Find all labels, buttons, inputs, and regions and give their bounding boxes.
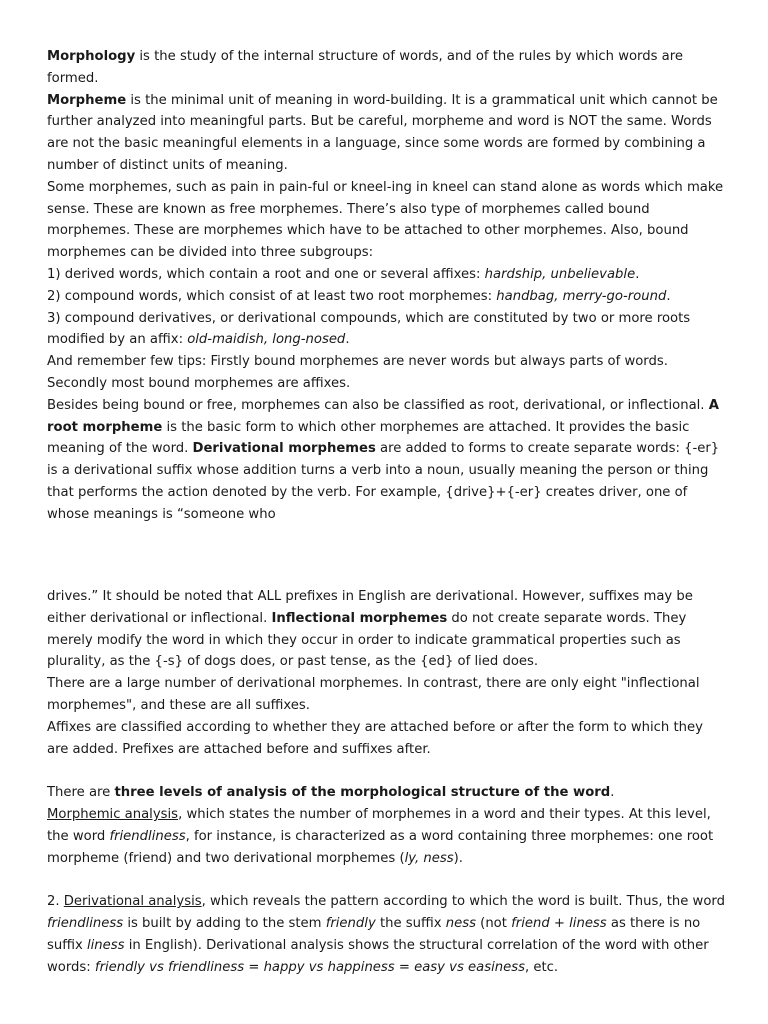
example-text: old-maidish, long-nosed bbox=[187, 332, 346, 348]
example-text: ness bbox=[445, 915, 476, 931]
paragraph-root-derivational bbox=[47, 395, 727, 526]
text-span: 3) compound derivatives, or derivational compounds, which are constituted by two or more roots modified by an affix: bbox=[47, 310, 691, 348]
spacer bbox=[47, 869, 727, 891]
text-span: is the minimal unit of meaning in word-building. It is a grammatical unit which cannot be further analyzed into meaningful parts. But be careful, morpheme and word is NOT the same. Words are not the basic meaningful elements in a language, since some words are formed by combining a number of distinct units of meaning. bbox=[47, 92, 718, 173]
text-span: , which states the number of morphemes in a word and their types. At this level, the word bbox=[47, 806, 711, 844]
paragraph-levels bbox=[47, 782, 727, 804]
text-span: , etc. bbox=[524, 959, 559, 975]
paragraph-inflectional bbox=[47, 586, 727, 673]
term-morphemic-analysis: Morphemic analysis bbox=[47, 806, 179, 822]
text-span: (not bbox=[475, 915, 512, 931]
example-text: friendly vs friendliness = happy vs happiness = easy vs easiness bbox=[94, 959, 525, 975]
text-span: . bbox=[610, 785, 615, 801]
spacer bbox=[47, 760, 727, 782]
text-span: 2) compound words, which consist of at least two root morphemes: bbox=[47, 288, 497, 304]
text-span: are added to forms to create separate words: {-er} is a derivational suffix whose addition turns a verb into a noun, usually meaning the person or thing that performs the action denoted by the verb. For example, {drive}+{-er} creates driver, one of whose meanings is “someone who bbox=[47, 441, 720, 522]
term-morphology: Morphology bbox=[47, 49, 136, 64]
paragraph-count: There are a large number of derivational morphemes. In contrast, there are only eight "inflectional morphemes", and these are all suffixes. bbox=[47, 676, 700, 713]
text-span: . bbox=[666, 288, 671, 304]
paragraph-tips: And remember few tips: Firstly bound morphemes are never words but always parts of words. Secondly most bound morphemes are affixes. bbox=[47, 354, 668, 391]
text-span: , which reveals the pattern according to which the word is built. Thus, the word bbox=[201, 894, 725, 910]
term-three-levels: three levels of analysis of the morphological structure of the word bbox=[114, 785, 611, 801]
example-text: hardship, unbelievable bbox=[484, 266, 636, 282]
text-span: ). bbox=[453, 850, 463, 866]
text-span: is the study of the internal structure of words, and of the rules by which words are formed. bbox=[47, 49, 683, 86]
text-span: as there is no suffix bbox=[47, 915, 701, 953]
term-derivational-analysis: Derivational analysis bbox=[63, 894, 202, 910]
text-span: . bbox=[635, 266, 640, 282]
text-span: is built by adding to the stem bbox=[123, 915, 326, 931]
example-text: liness bbox=[86, 937, 125, 953]
paragraph-affixes: Affixes are classified according to whether they are attached before or after the form to which they are added. Prefixes are attached before and suffixes after. bbox=[47, 719, 703, 757]
text-span: in English). Derivational analysis shows the structural correlation of the word with other words: bbox=[47, 937, 709, 975]
text-span: 2. bbox=[47, 894, 64, 910]
paragraph-morphemic-analysis bbox=[47, 804, 727, 869]
paragraph-derivational-analysis bbox=[47, 891, 727, 978]
example-text: friendliness bbox=[47, 915, 124, 931]
paragraph-definitions bbox=[47, 46, 727, 177]
term-derivational-morphemes: Derivational morphemes bbox=[192, 441, 376, 457]
example-text: friend + liness bbox=[511, 915, 607, 931]
text-span: . bbox=[345, 332, 350, 348]
example-text: ly, ness bbox=[404, 850, 454, 866]
text-block-top bbox=[47, 46, 727, 526]
term-inflectional-morphemes: Inflectional morphemes bbox=[271, 610, 448, 626]
text-span: the suffix bbox=[375, 915, 446, 931]
list-item-derived bbox=[47, 264, 727, 286]
paragraph-free-bound: Some morphemes, such as pain in pain-ful or kneel-ing in kneel can stand alone as words which make sense. These are known as free morphemes. There’s also type of morphemes called bound morphemes. These are morphemes which have to be attached to other morphemes. Also, bound morphemes can be divided into three subgroups: bbox=[47, 179, 724, 261]
list-item-compound-derivatives bbox=[47, 308, 727, 352]
text-span: 1) derived words, which contain a root and one or several affixes: bbox=[47, 266, 485, 282]
example-text: friendly bbox=[325, 915, 376, 931]
text-span: drives.” It should be noted that ALL prefixes in English are derivational. However, suffixes may be either derivational or inflectional. bbox=[47, 589, 693, 626]
term-root-morpheme: A root morpheme bbox=[47, 397, 719, 435]
text-span: is the basic form to which other morphemes are attached. It provides the basic meaning of the word. bbox=[47, 419, 690, 457]
text-span: , for instance, is characterized as a word containing three morphemes: one root morpheme (friend) and two derivational morphemes ( bbox=[47, 828, 714, 866]
text-span: Besides being bound or free, morphemes can also be classified as root, derivational, or inflectional. bbox=[47, 397, 709, 413]
text-span: do not create separate words. They merely modify the word in which they occur in order to indicate grammatical properties such as plurality, as the {-s} of dogs does, or past tense, as the {ed} of lied does. bbox=[47, 610, 687, 670]
example-text: handbag, merry-go-round bbox=[496, 288, 667, 304]
list-item-compound bbox=[47, 286, 727, 308]
text-span: There are bbox=[47, 785, 115, 801]
term-morpheme: Morpheme bbox=[47, 92, 127, 108]
example-text: friendliness bbox=[109, 828, 186, 844]
text-block-bottom bbox=[47, 586, 727, 978]
